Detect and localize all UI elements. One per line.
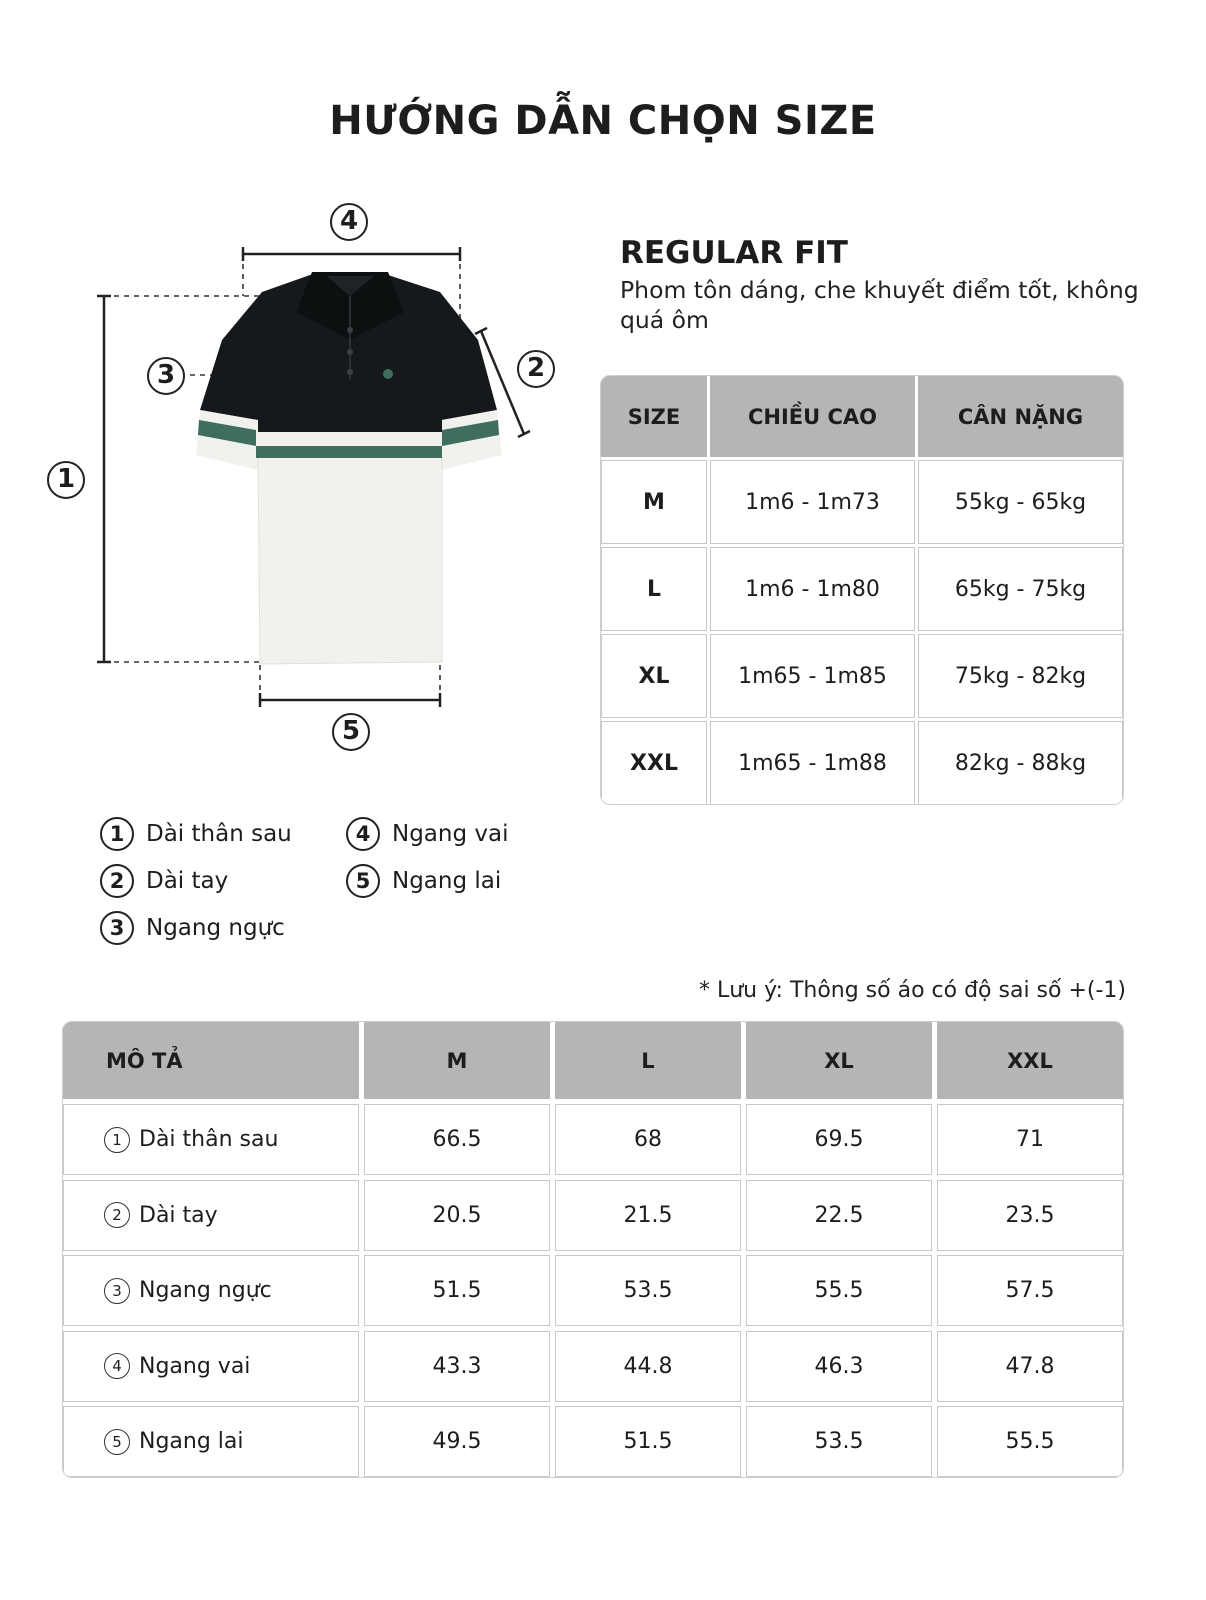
size-value: 1m65 - 1m85 xyxy=(710,634,915,718)
spec-row-text: Dài thân sau xyxy=(139,1127,279,1152)
spec-value: 21.5 xyxy=(555,1180,741,1251)
spec-row-text: Dài tay xyxy=(139,1202,218,1228)
legend-number: 4 xyxy=(346,817,380,851)
marker-4: 4 xyxy=(330,203,368,241)
size-label: M xyxy=(601,460,707,544)
marker-1: 1 xyxy=(47,461,85,499)
spec-value: 57.5 xyxy=(937,1255,1123,1326)
page-title: HƯỚNG DẪN CHỌN SIZE xyxy=(329,98,877,144)
spec-table xyxy=(62,1021,1124,1478)
size-label: XL xyxy=(601,634,707,718)
size-value: 65kg - 75kg xyxy=(918,547,1123,631)
legend-label: Ngang ngực xyxy=(146,915,285,941)
legend-item xyxy=(100,864,228,898)
legend-label: Dài tay xyxy=(146,868,229,894)
size-value: 82kg - 88kg xyxy=(918,721,1123,805)
marker-2: 2 xyxy=(517,350,555,388)
spec-table-header: XXL xyxy=(937,1022,1123,1099)
spec-value: 51.5 xyxy=(555,1406,741,1477)
spec-table-header: XL xyxy=(746,1022,932,1099)
fit-name: REGULAR FIT xyxy=(620,235,848,271)
spec-value: 47.8 xyxy=(937,1331,1123,1402)
spec-value: 51.5 xyxy=(364,1255,550,1326)
spec-row-number: 5 xyxy=(104,1429,130,1455)
spec-value: 69.5 xyxy=(746,1104,932,1175)
shirt-diagram xyxy=(0,0,600,800)
legend-item xyxy=(346,817,508,851)
marker-5: 5 xyxy=(332,713,370,751)
tolerance-note: * Lưu ý: Thông số áo có độ sai số +(-1) xyxy=(698,978,1126,1003)
legend-item xyxy=(346,864,501,898)
polo-shirt-illustration xyxy=(0,0,600,800)
legend-number: 2 xyxy=(100,864,134,898)
spec-table-header: MÔ TẢ xyxy=(63,1022,359,1099)
spec-value: 23.5 xyxy=(937,1180,1123,1251)
spec-row-number: 2 xyxy=(104,1202,130,1228)
legend-number: 5 xyxy=(346,864,380,898)
spec-table-header: L xyxy=(555,1022,741,1099)
spec-table-header: M xyxy=(364,1022,550,1099)
size-label: XXL xyxy=(601,721,707,805)
legend-label: Ngang vai xyxy=(392,821,509,847)
spec-value: 49.5 xyxy=(364,1406,550,1477)
marker-3: 3 xyxy=(147,357,185,395)
spec-row-number: 1 xyxy=(104,1127,130,1153)
size-table-header: CÂN NẶNG xyxy=(918,376,1123,457)
spec-value: 43.3 xyxy=(364,1331,550,1402)
spec-row-label xyxy=(63,1180,359,1251)
spec-value: 55.5 xyxy=(937,1406,1123,1477)
spec-value: 44.8 xyxy=(555,1331,741,1402)
spec-row-label xyxy=(63,1331,359,1402)
spec-value: 22.5 xyxy=(746,1180,932,1251)
size-value: 1m6 - 1m80 xyxy=(710,547,915,631)
size-table-header: SIZE xyxy=(601,376,707,457)
spec-value: 68 xyxy=(555,1104,741,1175)
spec-row-label xyxy=(63,1255,359,1326)
size-value: 1m6 - 1m73 xyxy=(710,460,915,544)
spec-value: 71 xyxy=(937,1104,1123,1175)
spec-row-number: 4 xyxy=(104,1353,130,1379)
spec-row-label xyxy=(63,1406,359,1477)
legend-number: 1 xyxy=(100,817,134,851)
spec-value: 46.3 xyxy=(746,1331,932,1402)
size-table-header: CHIỀU CAO xyxy=(710,376,915,457)
legend-label: Dài thân sau xyxy=(146,821,292,847)
spec-row-label xyxy=(63,1104,359,1175)
legend-label: Ngang lai xyxy=(392,868,502,894)
spec-value: 53.5 xyxy=(746,1406,932,1477)
size-label: L xyxy=(601,547,707,631)
spec-row-number: 3 xyxy=(104,1278,130,1304)
size-value: 75kg - 82kg xyxy=(918,634,1123,718)
spec-row-text: Ngang ngực xyxy=(139,1278,272,1303)
legend-item xyxy=(100,817,292,851)
legend-item xyxy=(100,911,285,945)
size-table xyxy=(600,375,1124,805)
fit-description: Phom tôn dáng, che khuyết điểm tốt, không quá ôm xyxy=(620,276,1139,334)
spec-value: 20.5 xyxy=(364,1180,550,1251)
spec-row-text: Ngang vai xyxy=(139,1353,251,1379)
size-value: 1m65 - 1m88 xyxy=(710,721,915,805)
spec-row-text: Ngang lai xyxy=(139,1429,244,1454)
spec-value: 53.5 xyxy=(555,1255,741,1326)
size-value: 55kg - 65kg xyxy=(918,460,1123,544)
legend-number: 3 xyxy=(100,911,134,945)
spec-value: 66.5 xyxy=(364,1104,550,1175)
spec-value: 55.5 xyxy=(746,1255,932,1326)
